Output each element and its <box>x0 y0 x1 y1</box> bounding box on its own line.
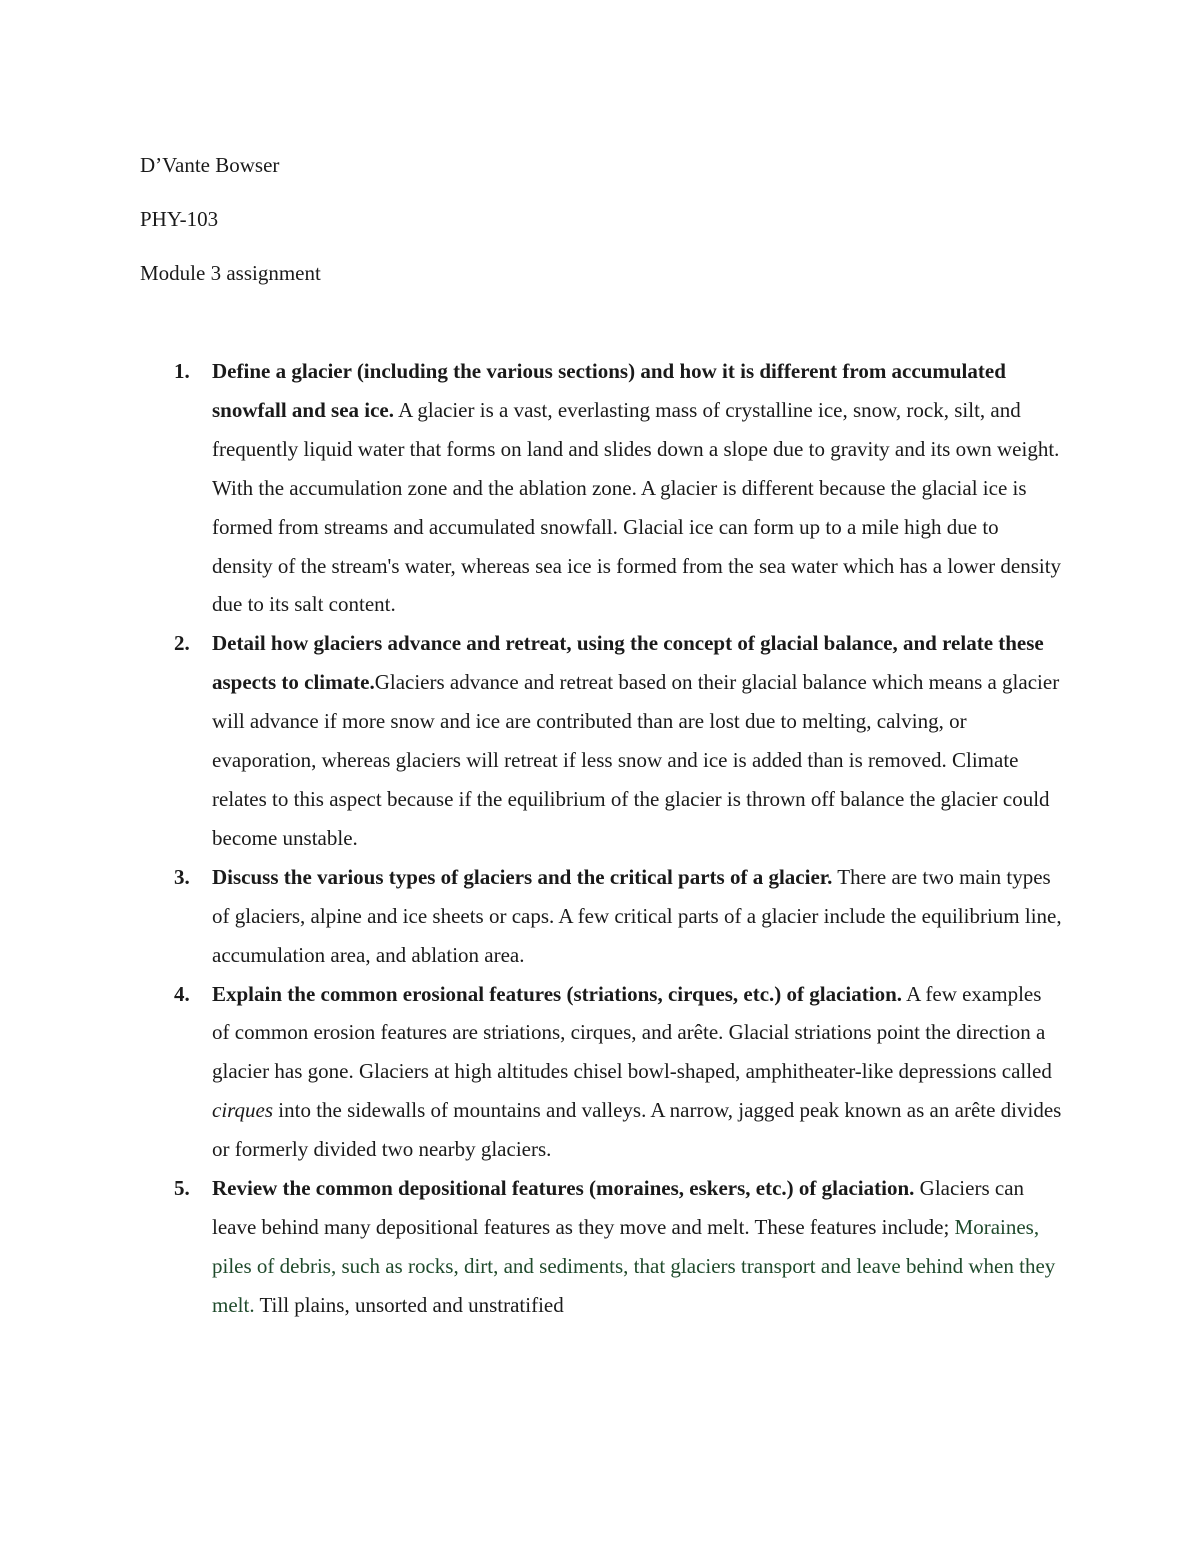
question-prompt: Detail how glaciers advance and retreat, using the concept of glacial balance, and relate these aspects to climate. <box>212 631 1044 695</box>
question-prompt: Review the common depositional features (moraines, eskers, etc.) of glaciation. <box>212 1176 915 1201</box>
question-item-5 <box>140 1169 1062 1325</box>
question-answer: A glacier is a vast, everlasting mass of crystalline ice, snow, rock, silt, and frequently liquid water that forms on land and slides down a slope due to gravity and its own weight. With the accumulation zone and the ablation zone. A glacier is different because the glacial ice is formed from streams and accumulated snowfall. Glacial ice can form up to a mile high due to density of the stream's water, whereas sea ice is formed from the sea water which has a lower density due to its salt content. <box>212 397 1062 617</box>
question-number: 5. <box>174 1176 190 1201</box>
question-number: 2. <box>174 631 190 656</box>
question-answer: There are two main types of glaciers, alpine and ice sheets or caps. A few critical parts of a glacier include the equilibrium line, accumulation area, and ablation area. <box>212 864 1062 967</box>
question-item-4 <box>140 975 1062 1170</box>
question-item-3 <box>140 858 1062 975</box>
question-answer: Glaciers advance and retreat based on their glacial balance which means a glacier will advance if more snow and ice are contributed than are lost due to melting, calving, or evaporation, whereas glaciers will retreat if less snow and ice is added than is removed. Climate relates to this aspect because if the equilibrium of the glacier is thrown off balance the glacier could become unstable. <box>212 670 1060 850</box>
document-header <box>140 138 321 300</box>
question-prompt: Discuss the various types of glaciers and the critical parts of a glacier. <box>212 864 833 889</box>
question-answer-continued: Till plains, unsorted and unstratified <box>254 1292 564 1317</box>
question-item-2 <box>140 624 1062 857</box>
student-name: D’Vante Bowser <box>140 153 280 177</box>
assignment-title: Module 3 assignment <box>140 261 321 285</box>
question-answer-quoted-definition: Moraines, piles of debris, such as rocks, dirt, and sediments, that glaciers transport and leave behind when they melt. <box>212 1214 1056 1317</box>
question-number: 1. <box>174 359 190 383</box>
question-list <box>140 352 1062 1325</box>
question-number: 4. <box>174 981 190 1006</box>
question-prompt: Define a glacier (including the various sections) and how it is different from accumulated snowfall and sea ice. <box>212 359 1006 422</box>
question-item-1 <box>140 352 1062 624</box>
question-answer: Glaciers can leave behind many depositional features as they move and melt. These features include; <box>212 1176 1025 1239</box>
question-answer: A few examples of common erosion features are striations, cirques, and arête. Glacial striations point the direction a glacier has gone. Glaciers at high altitudes chisel bowl-shaped, amphitheater-like depressions called <box>212 981 1052 1084</box>
course-code: PHY-103 <box>140 207 219 231</box>
question-answer-continued: into the sidewalls of mountains and valleys. A narrow, jagged peak known as an arête divides or formerly divided two nearby glaciers. <box>212 1098 1062 1162</box>
question-number: 3. <box>174 864 190 889</box>
question-answer-italic-term: cirques <box>212 1098 274 1123</box>
question-prompt: Explain the common erosional features (striations, cirques, etc.) of glaciation. <box>212 981 903 1006</box>
